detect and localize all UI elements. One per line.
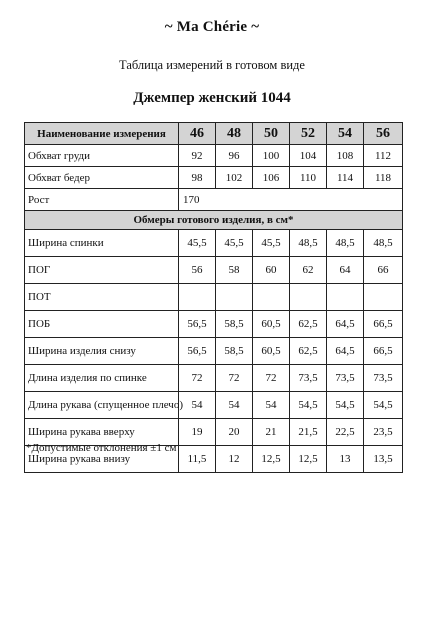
measurement-name: Ширина рукава внизу	[25, 446, 179, 473]
measurement-value: 19	[179, 419, 216, 446]
brand-title: ~ Ma Chérie ~	[164, 19, 260, 35]
measurement-value: 23,5	[364, 419, 403, 446]
measurement-name: Ширина изделия снизу	[25, 338, 179, 365]
table-row	[25, 311, 403, 338]
size-header-row	[25, 123, 403, 145]
size-chart-table	[24, 122, 403, 473]
measurement-value: 96	[216, 145, 253, 167]
measurement-value: 13,5	[364, 446, 403, 473]
measurement-value: 73,5	[364, 365, 403, 392]
measurement-name-header: Наименование измерения	[25, 123, 179, 145]
measurement-value: 20	[216, 419, 253, 446]
measurement-value: 108	[327, 145, 364, 167]
measurement-name: ПОБ	[25, 311, 179, 338]
measurement-value: 21	[253, 419, 290, 446]
measurement-value: 45,5	[253, 230, 290, 257]
measurement-value: 64	[327, 257, 364, 284]
measurement-value: 92	[179, 145, 216, 167]
measurement-name: Обхват груди	[25, 145, 179, 167]
size-header-cell: 52	[290, 123, 327, 145]
measurement-value: 48,5	[364, 230, 403, 257]
measurement-value: 54,5	[364, 392, 403, 419]
size-header-cell: 54	[327, 123, 364, 145]
product-title: Джемпер женский 1044	[133, 90, 291, 106]
measurement-name: Обхват бедер	[25, 167, 179, 189]
measurement-value: 66	[364, 257, 403, 284]
measurement-value: 72	[253, 365, 290, 392]
height-value: 170	[179, 189, 403, 211]
table-row	[25, 338, 403, 365]
measurement-name: Ширина рукава вверху	[25, 419, 179, 446]
size-header-cell: 56	[364, 123, 403, 145]
measurement-value: 60,5	[253, 338, 290, 365]
measurement-value: 62,5	[290, 311, 327, 338]
measurement-value: 48,5	[327, 230, 364, 257]
measurement-value: 62,5	[290, 338, 327, 365]
measurement-name: ПОТ	[25, 284, 179, 311]
measurement-value: 56,5	[179, 338, 216, 365]
table-row	[25, 167, 403, 189]
measurement-value: 66,5	[364, 311, 403, 338]
section-title: Обмеры готового изделия, в см*	[25, 211, 403, 230]
measurement-value: 11,5	[179, 446, 216, 473]
size-header-cell: 48	[216, 123, 253, 145]
measurement-value: 60,5	[253, 311, 290, 338]
table-row	[25, 257, 403, 284]
measurement-name: Длина рукава (спущенное плечо)	[25, 392, 179, 419]
measurement-value: 56	[179, 257, 216, 284]
measurement-value: 12,5	[253, 446, 290, 473]
table-row	[25, 392, 403, 419]
measurement-value: 56,5	[179, 311, 216, 338]
measurement-value: 13	[327, 446, 364, 473]
section-header-row	[25, 211, 403, 230]
measurement-value: 64,5	[327, 338, 364, 365]
measurement-name: ПОГ	[25, 257, 179, 284]
measurement-value	[179, 284, 216, 311]
measurement-name: Длина изделия по спинке	[25, 365, 179, 392]
measurement-name: Ширина спинки	[25, 230, 179, 257]
tolerance-footnote: *Допустимые отклонения ±1 см	[26, 442, 177, 454]
measurement-value: 58	[216, 257, 253, 284]
measurement-value	[216, 284, 253, 311]
measurement-value: 22,5	[327, 419, 364, 446]
measurement-value: 118	[364, 167, 403, 189]
measurement-value	[290, 284, 327, 311]
measurement-value: 73,5	[327, 365, 364, 392]
measurement-value: 54,5	[327, 392, 364, 419]
table-row	[25, 230, 403, 257]
height-row	[25, 189, 403, 211]
measurement-value: 54	[179, 392, 216, 419]
table-row	[25, 145, 403, 167]
measurement-value: 64,5	[327, 311, 364, 338]
measurement-value	[253, 284, 290, 311]
measurement-value	[364, 284, 403, 311]
measurement-value: 54,5	[290, 392, 327, 419]
measurement-value: 62	[290, 257, 327, 284]
measurement-value: 58,5	[216, 311, 253, 338]
size-header-cell: 46	[179, 123, 216, 145]
measurement-value: 102	[216, 167, 253, 189]
measurement-value: 58,5	[216, 338, 253, 365]
measurement-value: 66,5	[364, 338, 403, 365]
measurement-value: 12,5	[290, 446, 327, 473]
measurement-value: 98	[179, 167, 216, 189]
table-row	[25, 365, 403, 392]
measurement-value: 72	[216, 365, 253, 392]
document-subtitle: Таблица измерений в готовом виде	[119, 58, 305, 72]
measurement-value: 106	[253, 167, 290, 189]
measurement-value: 72	[179, 365, 216, 392]
measurement-value: 21,5	[290, 419, 327, 446]
measurement-name: Рост	[25, 189, 179, 211]
measurement-value: 104	[290, 145, 327, 167]
measurement-value: 112	[364, 145, 403, 167]
measurement-value: 45,5	[216, 230, 253, 257]
measurement-value	[327, 284, 364, 311]
measurement-value: 45,5	[179, 230, 216, 257]
measurement-value: 48,5	[290, 230, 327, 257]
measurement-value: 54	[253, 392, 290, 419]
measurement-value: 54	[216, 392, 253, 419]
measurement-value: 100	[253, 145, 290, 167]
table-row	[25, 284, 403, 311]
measurement-value: 12	[216, 446, 253, 473]
measurement-value: 110	[290, 167, 327, 189]
measurement-value: 114	[327, 167, 364, 189]
size-header-cell: 50	[253, 123, 290, 145]
measurement-value: 73,5	[290, 365, 327, 392]
measurement-value: 60	[253, 257, 290, 284]
